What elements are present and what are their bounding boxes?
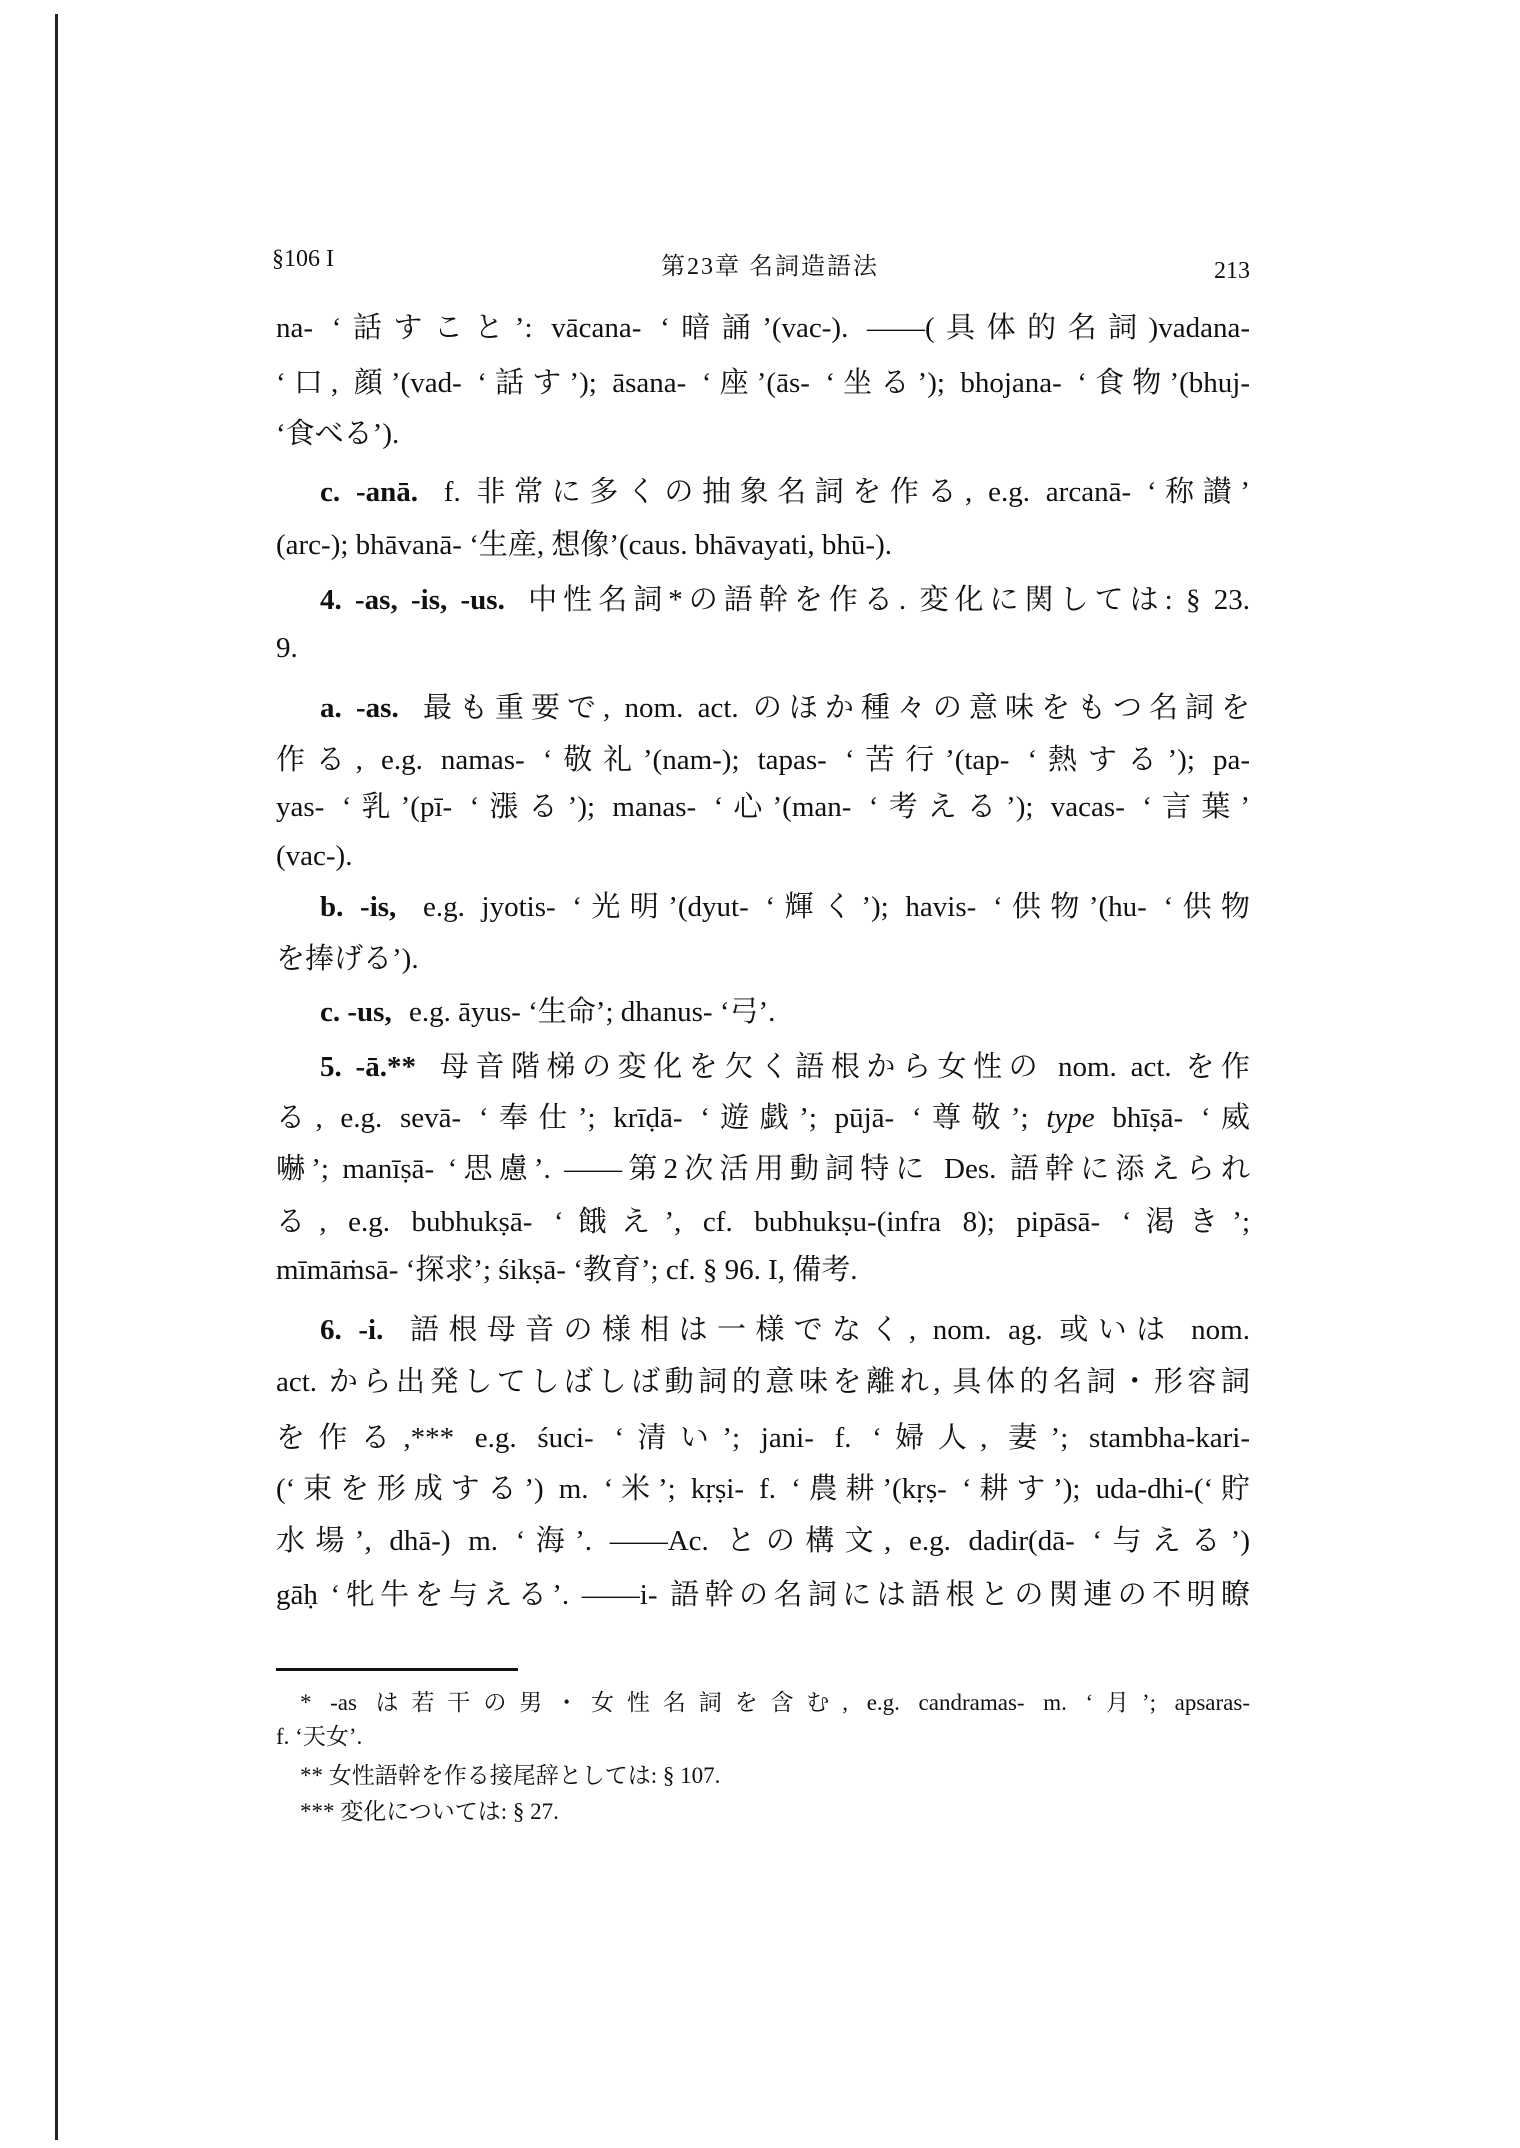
text-segment: 9. — [276, 632, 298, 664]
text-line — [320, 1312, 1250, 1348]
text-segment: yas- ‘乳’(pī- ‘漲る’); manas- ‘心’(man- ‘考える’); vacas- ‘言葉’ — [276, 791, 1250, 823]
text-line — [276, 1364, 1250, 1400]
text-segment: 作る, e.g. namas- ‘敬礼’(nam-); tapas- ‘苦行’(tap- ‘熱する’); pa- — [276, 744, 1250, 776]
text-segment: act. から出発してしばしば動詞的意味を離れ, 具体的名詞・形容詞 — [276, 1366, 1250, 1398]
footnote-rule — [276, 1668, 518, 1671]
text-segment: る, e.g. sevā- ‘奉仕’; krīḍā- ‘遊戯’; pūjā- ‘尊敬’; — [276, 1102, 1047, 1134]
text-line — [276, 1523, 1250, 1559]
item-heading: 5. -ā.** — [320, 1051, 416, 1083]
text-line — [320, 994, 1250, 1030]
text-line — [276, 1420, 1250, 1456]
text-line — [320, 1049, 1250, 1085]
text-segment: 母音階梯の変化を欠く語根から女性の nom. act. を作 — [425, 1051, 1250, 1083]
chapter-title: 第23章 名詞造語法 — [661, 254, 879, 280]
item-heading: 4. -as, -is, -us. — [320, 584, 505, 616]
footnote: * -as は若干の男・女性名詞を含む, e.g. candramas- m. ‘月’; apsaras- — [300, 1690, 1250, 1715]
text-segment: e.g. jyotis- ‘光明’(dyut- ‘輝く’); havis- ‘供物’(hu- ‘供物 — [406, 891, 1251, 923]
footnote: ** 女性語幹を作る接尾辞としては: § 107. — [300, 1763, 721, 1788]
text-line — [276, 941, 1250, 977]
text-line — [276, 1204, 1250, 1240]
text-line — [276, 1577, 1250, 1613]
item-heading: c. -anā. — [320, 476, 418, 508]
section-header: §106 I — [272, 246, 334, 272]
text-segment: 嚇’; manīṣā- ‘思慮’. ——第2次活用動詞特に Des. 語幹に添えられ — [276, 1153, 1250, 1185]
text-segment: 語根母音の様相は一様でなく, nom. ag. 或いは nom. — [393, 1314, 1250, 1346]
text-line — [320, 690, 1250, 726]
text-segment: 最も重要で, nom. act. のほか種々の意味をもつ名詞を — [408, 692, 1250, 724]
text-line — [276, 1252, 1250, 1288]
text-line — [276, 310, 1250, 346]
text-segment: (arc-); bhāvanā- ‘生産, 想像’(caus. bhāvayati, bhū-). — [276, 529, 892, 561]
text-line — [276, 527, 1250, 563]
text-segment: gāḥ ‘牝牛を与える’. ——i- 語幹の名詞には語根との関連の不明瞭 — [276, 1579, 1250, 1611]
footnote: *** 変化については: § 27. — [300, 1799, 559, 1824]
text-segment: 中性名詞*の語幹を作る. 変化に関しては: § 23. — [514, 584, 1251, 616]
text-segment: ‘食べる’). — [276, 418, 400, 450]
text-segment: を捧げる’). — [276, 943, 419, 975]
text-segment: e.g. āyus- ‘生命’; dhanus- ‘弓’. — [401, 996, 776, 1028]
item-heading: 6. -i. — [320, 1314, 384, 1346]
text-line — [276, 630, 1250, 666]
text-segment: bhīṣā- ‘威 — [1094, 1102, 1250, 1134]
item-heading: c. -us, — [320, 996, 392, 1028]
item-heading: b. -is, — [320, 891, 397, 923]
text-segment: type — [1046, 1102, 1095, 1134]
text-line — [276, 742, 1250, 778]
text-line — [320, 474, 1250, 510]
item-heading: a. -as. — [320, 692, 399, 724]
page-number: 213 — [1214, 258, 1250, 284]
text-line — [276, 838, 1250, 874]
text-line — [276, 416, 1250, 452]
text-segment: f. 非常に多くの抽象名詞を作る, e.g. arcanā- ‘称讃’ — [427, 476, 1250, 508]
text-line — [320, 889, 1250, 925]
text-segment: を作る,*** e.g. śuci- ‘清い’; jani- f. ‘婦人, 妻’; stambha-kari- — [276, 1422, 1250, 1454]
text-segment: ‘口, 顔’(vad- ‘話す’); āsana- ‘座’(ās- ‘坐る’); bhojana- ‘食物’(bhuj- — [276, 367, 1250, 399]
text-segment: 水場’, dhā-) m. ‘海’. ——Ac. との構文, e.g. dadir(dā- ‘与える’) — [276, 1525, 1250, 1557]
text-line — [276, 1471, 1250, 1507]
text-line — [276, 365, 1250, 401]
text-segment: (vac-). — [276, 840, 353, 872]
text-segment: る, e.g. bubhukṣā- ‘餓え’, cf. bubhukṣu-(infra 8); pipāsā- ‘渇き’; — [276, 1206, 1250, 1238]
text-segment: mīmāṁsā- ‘探求’; śikṣā- ‘教育’; cf. § 96. I, 備考. — [276, 1254, 858, 1286]
text-segment: (‘束を形成する’) m. ‘米’; kṛṣi- f. ‘農耕’(kṛṣ- ‘耕す’); uda-dhi-(‘貯 — [276, 1473, 1250, 1505]
text-line — [276, 1151, 1250, 1187]
text-segment: na- ‘話すこと’: vācana- ‘暗誦’(vac-). ——(具体的名詞)vadana- — [276, 312, 1250, 344]
footnote: f. ‘天女’. — [276, 1724, 363, 1749]
text-line — [320, 582, 1250, 618]
page-edge-line — [55, 14, 58, 2140]
text-line — [276, 789, 1250, 825]
text-line — [276, 1100, 1250, 1136]
